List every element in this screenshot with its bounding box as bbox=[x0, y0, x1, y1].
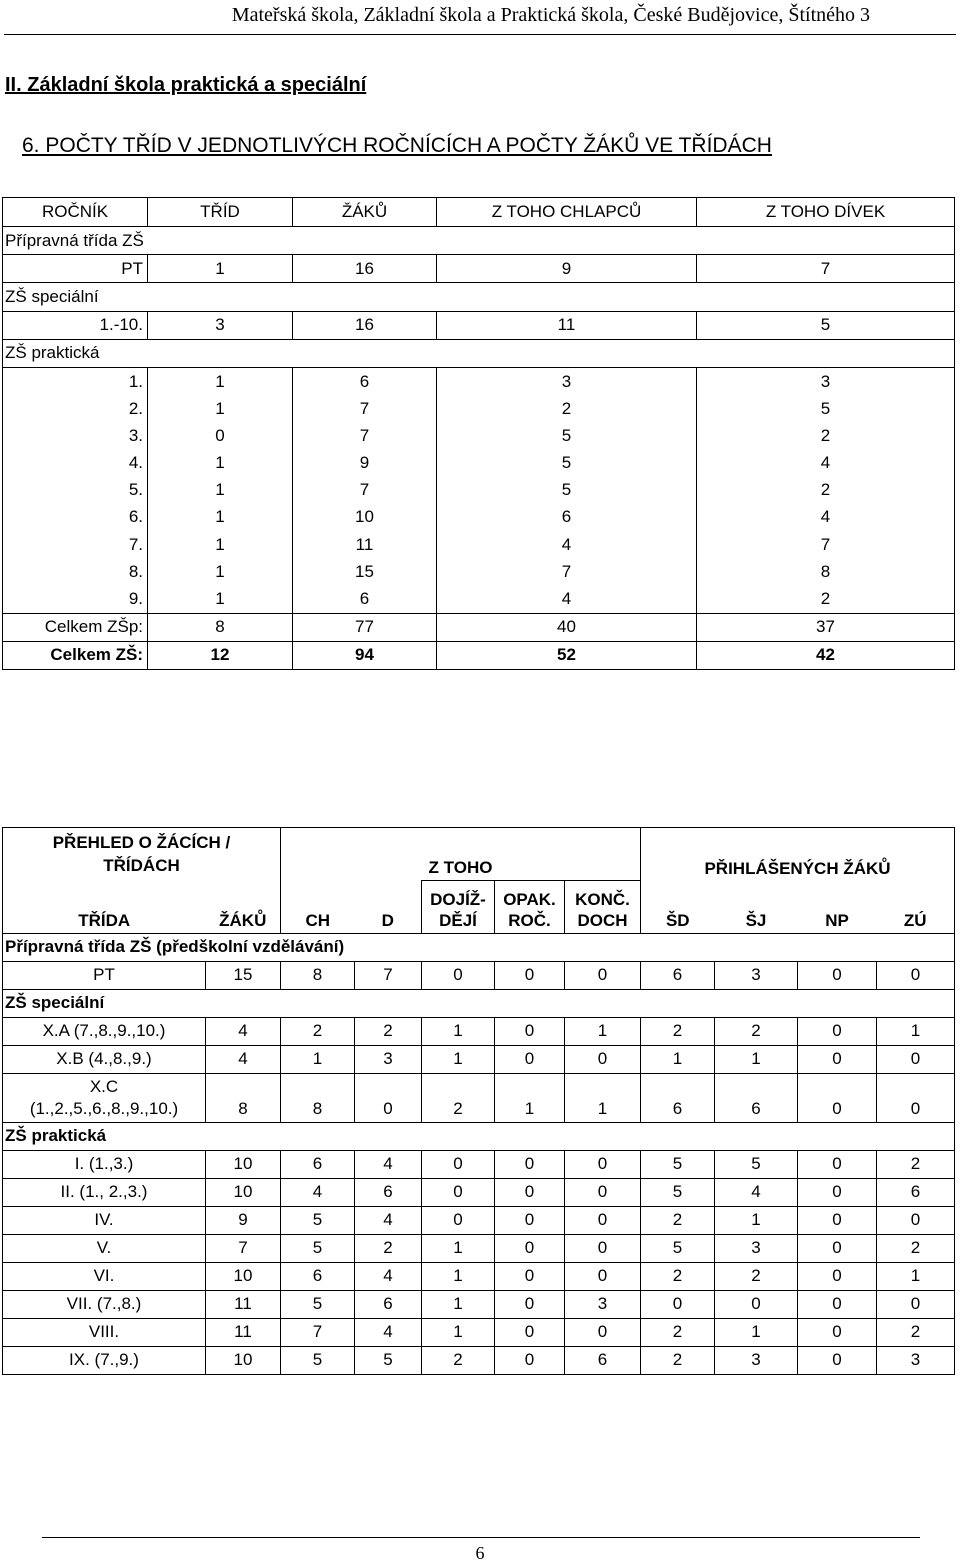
group-label: ZŠ praktická bbox=[3, 339, 955, 367]
cell: VII. (7.,8.) bbox=[3, 1290, 206, 1318]
cell: 10 bbox=[206, 1262, 281, 1290]
cell: 1 bbox=[565, 1017, 641, 1045]
cell: 2 bbox=[422, 1073, 495, 1122]
cell: 3. bbox=[3, 422, 148, 449]
cell: 2 bbox=[641, 1318, 715, 1346]
cell: 5 bbox=[715, 1150, 798, 1178]
table-row bbox=[3, 1150, 955, 1178]
cell: 9 bbox=[206, 1206, 281, 1234]
cell: I. (1.,3.) bbox=[3, 1150, 206, 1178]
group-row bbox=[3, 989, 955, 1017]
cell: 6 bbox=[437, 504, 697, 531]
cell: 6 bbox=[877, 1178, 955, 1206]
cell: 6 bbox=[715, 1073, 798, 1122]
cell: 2 bbox=[697, 477, 955, 504]
cell: 37 bbox=[697, 613, 955, 641]
cell: 7 bbox=[697, 255, 955, 283]
cell: 5. bbox=[3, 477, 148, 504]
cell: 7 bbox=[293, 422, 437, 449]
cell: 7 bbox=[697, 531, 955, 558]
cell: V. bbox=[3, 1234, 206, 1262]
cell: 42 bbox=[697, 641, 955, 669]
overview-title bbox=[3, 828, 281, 881]
cell: 2 bbox=[697, 585, 955, 613]
cell: 9. bbox=[3, 585, 148, 613]
cell: 0 bbox=[798, 961, 877, 989]
cell: 15 bbox=[206, 961, 281, 989]
page-number: 6 bbox=[475, 1543, 485, 1563]
cell: 1 bbox=[422, 1262, 495, 1290]
group-label: ZŠ praktická bbox=[3, 1122, 955, 1150]
cell: 0 bbox=[798, 1150, 877, 1178]
cell: 11 bbox=[437, 311, 697, 339]
table-row bbox=[3, 1262, 955, 1290]
cell: 1 bbox=[715, 1045, 798, 1073]
cell: 4 bbox=[355, 1262, 422, 1290]
cell: 7 bbox=[437, 558, 697, 585]
xc-line2: (1.,2.,5.,6.,8.,9.,10.) bbox=[29, 1098, 179, 1118]
cell: 9 bbox=[437, 255, 697, 283]
cell: 3 bbox=[715, 961, 798, 989]
group-row bbox=[3, 283, 955, 311]
cell: 6 bbox=[281, 1150, 355, 1178]
cell: 2 bbox=[877, 1150, 955, 1178]
header-trid: TŘÍD bbox=[148, 198, 293, 227]
header-zu: ZÚ bbox=[877, 881, 955, 934]
overview-title-line1: PŘEHLED O ŽÁCÍCH / bbox=[52, 833, 231, 853]
cell: 3 bbox=[437, 367, 697, 395]
header-konc-line2: DOCH bbox=[577, 910, 628, 930]
cell: 1 bbox=[715, 1318, 798, 1346]
cell: 6 bbox=[293, 585, 437, 613]
cell: 6 bbox=[281, 1262, 355, 1290]
cell: 0 bbox=[495, 1017, 565, 1045]
cell: 40 bbox=[437, 613, 697, 641]
cell: 1 bbox=[715, 1206, 798, 1234]
table-row bbox=[3, 311, 955, 339]
table-row bbox=[3, 477, 955, 504]
cell: 0 bbox=[877, 961, 955, 989]
cell: 4 bbox=[355, 1150, 422, 1178]
table-row bbox=[3, 1290, 955, 1318]
cell: 10 bbox=[293, 504, 437, 531]
cell: 6 bbox=[355, 1178, 422, 1206]
cell: VI. bbox=[3, 1262, 206, 1290]
header-opak-line1: OPAK. bbox=[503, 889, 556, 909]
cell: 7 bbox=[281, 1318, 355, 1346]
cell: 2 bbox=[355, 1234, 422, 1262]
cell: 1 bbox=[148, 395, 293, 422]
cell: 8 bbox=[281, 961, 355, 989]
page-header: Mateřská škola, Základní škola a Praktická škola, České Budějovice, Štítného 3 bbox=[231, 4, 870, 26]
table-row bbox=[3, 395, 955, 422]
cell: PT bbox=[3, 255, 148, 283]
cell: 0 bbox=[422, 1150, 495, 1178]
table-row-total-zsp bbox=[3, 613, 955, 641]
header-zaku: ŽÁKŮ bbox=[293, 198, 437, 227]
cell: 4 bbox=[355, 1206, 422, 1234]
class-counts-table bbox=[2, 197, 955, 670]
cell: 2 bbox=[697, 422, 955, 449]
cell: 0 bbox=[798, 1045, 877, 1073]
cell: 0 bbox=[798, 1346, 877, 1374]
cell: 0 bbox=[877, 1073, 955, 1122]
group-label: Přípravná třída ZŠ (předškolní vzdělávání) bbox=[3, 933, 955, 961]
header-trida: TŘÍDA bbox=[3, 881, 206, 934]
cell: 8. bbox=[3, 558, 148, 585]
cell: 0 bbox=[877, 1206, 955, 1234]
cell: 0 bbox=[148, 422, 293, 449]
table-row-total-zs bbox=[3, 641, 955, 669]
cell: 6 bbox=[355, 1290, 422, 1318]
cell: 2 bbox=[641, 1262, 715, 1290]
cell: 8 bbox=[281, 1073, 355, 1122]
cell: 12 bbox=[148, 641, 293, 669]
cell: 0 bbox=[422, 1178, 495, 1206]
table-row bbox=[3, 1017, 955, 1045]
header-dojizdeji bbox=[422, 881, 495, 934]
cell: 7 bbox=[355, 961, 422, 989]
cell: 1 bbox=[281, 1045, 355, 1073]
cell: 0 bbox=[565, 1206, 641, 1234]
z-toho-header: Z TOHO bbox=[281, 828, 641, 881]
header-opak-line2: ROČ. bbox=[508, 910, 551, 930]
cell: 11 bbox=[206, 1290, 281, 1318]
pupil-overview-table bbox=[2, 827, 955, 1375]
cell: 1 bbox=[877, 1262, 955, 1290]
cell: 6 bbox=[293, 367, 437, 395]
table-header-row bbox=[3, 198, 955, 227]
cell: 1 bbox=[148, 585, 293, 613]
header-sd: ŠD bbox=[641, 881, 715, 934]
cell: 0 bbox=[565, 1262, 641, 1290]
cell: 7 bbox=[206, 1234, 281, 1262]
table-header-row-top bbox=[3, 828, 955, 881]
table-row bbox=[3, 422, 955, 449]
cell: 4 bbox=[355, 1318, 422, 1346]
header-d: D bbox=[355, 881, 422, 934]
cell: 0 bbox=[798, 1206, 877, 1234]
cell: 5 bbox=[697, 311, 955, 339]
group-label: Přípravná třída ZŠ bbox=[3, 227, 955, 255]
cell: 1 bbox=[641, 1045, 715, 1073]
overview-title-line2: TŘÍDÁCH bbox=[103, 856, 180, 876]
cell: 0 bbox=[495, 1150, 565, 1178]
cell: 3 bbox=[565, 1290, 641, 1318]
cell: II. (1., 2.,3.) bbox=[3, 1178, 206, 1206]
cell: 2 bbox=[715, 1262, 798, 1290]
group-row bbox=[3, 339, 955, 367]
cell: 11 bbox=[206, 1318, 281, 1346]
cell: 1 bbox=[422, 1290, 495, 1318]
cell: 5 bbox=[281, 1234, 355, 1262]
cell: VIII. bbox=[3, 1318, 206, 1346]
cell: 0 bbox=[565, 1178, 641, 1206]
cell: 0 bbox=[355, 1073, 422, 1122]
cell: 0 bbox=[565, 1318, 641, 1346]
cell: 0 bbox=[495, 1290, 565, 1318]
header-chlapcu: Z TOHO CHLAPCŮ bbox=[437, 198, 697, 227]
cell: 9 bbox=[293, 450, 437, 477]
cell: 5 bbox=[437, 450, 697, 477]
header-dojizdeji-line2: DĚJÍ bbox=[439, 910, 477, 930]
cell: 4 bbox=[697, 450, 955, 477]
cell: 8 bbox=[697, 558, 955, 585]
cell: 4 bbox=[281, 1178, 355, 1206]
cell: 4 bbox=[437, 585, 697, 613]
xc-line1: X.C bbox=[89, 1076, 119, 1096]
cell: 1. bbox=[3, 367, 148, 395]
cell: 52 bbox=[437, 641, 697, 669]
cell: 3 bbox=[715, 1346, 798, 1374]
cell: 6 bbox=[565, 1346, 641, 1374]
cell: 2 bbox=[281, 1017, 355, 1045]
cell: 0 bbox=[877, 1045, 955, 1073]
cell: 5 bbox=[281, 1206, 355, 1234]
header-konc-line1: KONČ. bbox=[575, 889, 630, 909]
table-row bbox=[3, 1346, 955, 1374]
cell: 2 bbox=[877, 1318, 955, 1346]
cell: 0 bbox=[798, 1234, 877, 1262]
cell: 10 bbox=[206, 1178, 281, 1206]
cell: 5 bbox=[641, 1150, 715, 1178]
table-header-row bbox=[3, 881, 955, 934]
header-np: NP bbox=[798, 881, 877, 934]
header-konc bbox=[565, 881, 641, 934]
cell: 0 bbox=[495, 1178, 565, 1206]
cell: 6. bbox=[3, 504, 148, 531]
cell: 0 bbox=[565, 961, 641, 989]
cell: PT bbox=[3, 961, 206, 989]
cell: 10 bbox=[206, 1150, 281, 1178]
cell: 15 bbox=[293, 558, 437, 585]
cell: 4 bbox=[206, 1045, 281, 1073]
table-row bbox=[3, 531, 955, 558]
header-sj: ŠJ bbox=[715, 881, 798, 934]
cell: 16 bbox=[293, 255, 437, 283]
cell: 2 bbox=[715, 1017, 798, 1045]
cell: 77 bbox=[293, 613, 437, 641]
cell: 0 bbox=[798, 1262, 877, 1290]
cell: 1 bbox=[148, 504, 293, 531]
cell: 11 bbox=[293, 531, 437, 558]
cell: 1 bbox=[148, 558, 293, 585]
table-row bbox=[3, 558, 955, 585]
group-label: ZŠ speciální bbox=[3, 283, 955, 311]
table-row bbox=[3, 255, 955, 283]
table-row bbox=[3, 585, 955, 613]
table-row bbox=[3, 367, 955, 395]
cell: 0 bbox=[565, 1045, 641, 1073]
table-row bbox=[3, 1206, 955, 1234]
section-title: II. Základní škola praktická a speciální bbox=[5, 74, 367, 96]
header-ch: CH bbox=[281, 881, 355, 934]
cell: 1 bbox=[422, 1234, 495, 1262]
cell: 16 bbox=[293, 311, 437, 339]
cell: 1 bbox=[422, 1318, 495, 1346]
cell: 10 bbox=[206, 1346, 281, 1374]
cell: 2 bbox=[437, 395, 697, 422]
cell: 5 bbox=[641, 1234, 715, 1262]
cell: 0 bbox=[495, 1206, 565, 1234]
cell: IV. bbox=[3, 1206, 206, 1234]
header-divek: Z TOHO DÍVEK bbox=[697, 198, 955, 227]
cell: 1 bbox=[422, 1045, 495, 1073]
cell: 5 bbox=[641, 1178, 715, 1206]
cell: 3 bbox=[697, 367, 955, 395]
cell: 4 bbox=[437, 531, 697, 558]
cell: 0 bbox=[422, 1206, 495, 1234]
cell: 4 bbox=[697, 504, 955, 531]
cell: 0 bbox=[495, 1318, 565, 1346]
cell: 0 bbox=[495, 1234, 565, 1262]
table-row bbox=[3, 1234, 955, 1262]
cell: 5 bbox=[437, 477, 697, 504]
cell: Celkem ZŠp: bbox=[3, 613, 148, 641]
cell: X.A (7.,8.,9.,10.) bbox=[3, 1017, 206, 1045]
cell: 1 bbox=[565, 1073, 641, 1122]
cell: 8 bbox=[206, 1073, 281, 1122]
cell: 1 bbox=[495, 1073, 565, 1122]
cell: 0 bbox=[798, 1178, 877, 1206]
table-row bbox=[3, 1178, 955, 1206]
cell: 1 bbox=[877, 1017, 955, 1045]
cell: 5 bbox=[355, 1346, 422, 1374]
cell: 1 bbox=[422, 1017, 495, 1045]
cell: 6 bbox=[641, 1073, 715, 1122]
header-dojizdeji-line1: DOJÍŽ- bbox=[430, 889, 486, 909]
cell: Celkem ZŠ: bbox=[3, 641, 148, 669]
cell: 3 bbox=[355, 1045, 422, 1073]
cell: 2 bbox=[641, 1346, 715, 1374]
table-row bbox=[3, 504, 955, 531]
cell: 0 bbox=[798, 1290, 877, 1318]
cell: 1 bbox=[148, 367, 293, 395]
cell: X.B (4.,8.,9.) bbox=[3, 1045, 206, 1073]
cell: 0 bbox=[565, 1234, 641, 1262]
cell: 0 bbox=[495, 1045, 565, 1073]
cell: 7 bbox=[293, 477, 437, 504]
cell: 2 bbox=[355, 1017, 422, 1045]
cell: 2 bbox=[641, 1206, 715, 1234]
cell: 3 bbox=[715, 1234, 798, 1262]
group-row bbox=[3, 227, 955, 255]
table-row bbox=[3, 961, 955, 989]
header-opak bbox=[495, 881, 565, 934]
cell: 0 bbox=[641, 1290, 715, 1318]
cell: 4 bbox=[206, 1017, 281, 1045]
cell: 0 bbox=[798, 1318, 877, 1346]
cell: 6 bbox=[641, 961, 715, 989]
cell: 0 bbox=[495, 1346, 565, 1374]
cell: 0 bbox=[877, 1290, 955, 1318]
cell: 4 bbox=[715, 1178, 798, 1206]
cell: 2 bbox=[422, 1346, 495, 1374]
cell: 1 bbox=[148, 450, 293, 477]
cell: 7. bbox=[3, 531, 148, 558]
cell: 1 bbox=[148, 531, 293, 558]
table-row bbox=[3, 1045, 955, 1073]
footer-divider bbox=[42, 1537, 920, 1538]
cell: 2 bbox=[641, 1017, 715, 1045]
cell: 4. bbox=[3, 450, 148, 477]
header-divider bbox=[4, 34, 956, 35]
header-zaku: ŽÁKŮ bbox=[206, 881, 281, 934]
cell: 0 bbox=[715, 1290, 798, 1318]
cell: 0 bbox=[565, 1150, 641, 1178]
cell: 5 bbox=[697, 395, 955, 422]
cell: 2 bbox=[877, 1234, 955, 1262]
cell: 1 bbox=[148, 255, 293, 283]
table-row bbox=[3, 1318, 955, 1346]
cell: 3 bbox=[148, 311, 293, 339]
cell: 5 bbox=[281, 1346, 355, 1374]
table-row bbox=[3, 450, 955, 477]
cell: 94 bbox=[293, 641, 437, 669]
prihlasenych-header: PŘIHLÁŠENÝCH ŽÁKŮ bbox=[641, 828, 955, 881]
cell: 0 bbox=[798, 1073, 877, 1122]
cell: 5 bbox=[437, 422, 697, 449]
cell: 1.-10. bbox=[3, 311, 148, 339]
cell: 0 bbox=[495, 961, 565, 989]
group-label: ZŠ speciální bbox=[3, 989, 955, 1017]
table-row bbox=[3, 1073, 955, 1122]
cell: 0 bbox=[495, 1262, 565, 1290]
table1-title: 6. POČTY TŘÍD V JEDNOTLIVÝCH ROČNÍCÍCH A POČTY ŽÁKŮ VE TŘÍDÁCH bbox=[22, 134, 772, 157]
cell: IX. (7.,9.) bbox=[3, 1346, 206, 1374]
cell: 0 bbox=[798, 1017, 877, 1045]
cell: 8 bbox=[148, 613, 293, 641]
group-row bbox=[3, 1122, 955, 1150]
cell: 1 bbox=[148, 477, 293, 504]
header-rocnik: ROČNÍK bbox=[3, 198, 148, 227]
cell: 0 bbox=[422, 961, 495, 989]
cell: 5 bbox=[281, 1290, 355, 1318]
cell: 3 bbox=[877, 1346, 955, 1374]
group-row bbox=[3, 933, 955, 961]
cell: 7 bbox=[293, 395, 437, 422]
cell: 2. bbox=[3, 395, 148, 422]
cell-xc bbox=[3, 1073, 206, 1122]
